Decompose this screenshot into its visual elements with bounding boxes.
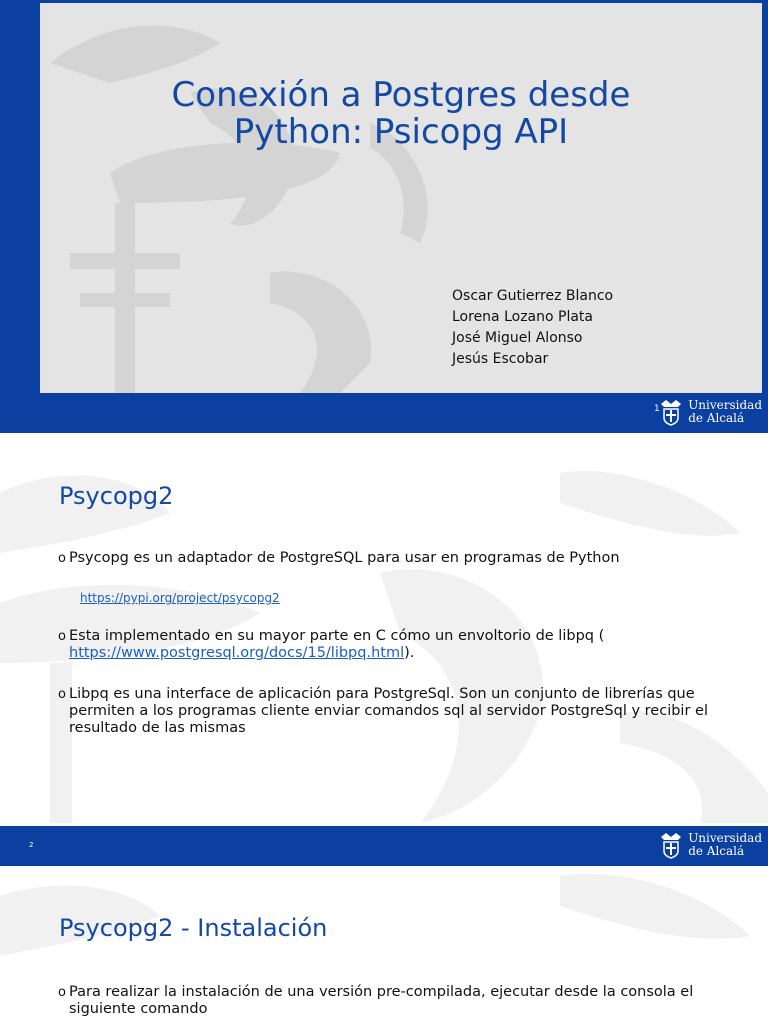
author-list — [452, 286, 613, 370]
university-crest-icon — [658, 398, 684, 426]
title-panel — [40, 3, 762, 393]
title-line-2: Python: Psicopg API — [233, 112, 569, 152]
slide-heading: Psycopg2 — [59, 482, 174, 510]
slide-number: 1 — [654, 404, 660, 414]
pypi-link[interactable]: https://pypi.org/project/psycopg2 — [80, 591, 280, 605]
author-name: José Miguel Alonso — [452, 330, 583, 346]
bullet-circle-icon: o — [58, 551, 66, 566]
university-crest-icon — [658, 831, 684, 859]
bullet-text: Psycopg es un adaptador de PostgreSQL para usar en programas de Python — [69, 550, 620, 566]
bullet-circle-icon: o — [58, 687, 66, 702]
bullet-circle-icon: o — [58, 985, 66, 1000]
university-name-line-2: de Alcalá — [688, 411, 745, 425]
bullet-text: Para realizar la instalación de una versión pre-compilada, ejecutar desde la consola el siguiente comando — [69, 984, 694, 1017]
footer-band — [0, 826, 768, 866]
content-slide-installation — [0, 866, 768, 1024]
author-name: Oscar Gutierrez Blanco — [452, 288, 614, 304]
libpq-docs-link[interactable]: https://www.postgresql.org/docs/15/libpq.html — [69, 645, 405, 661]
bullet-item — [58, 686, 718, 737]
university-logo — [658, 398, 762, 426]
crest-watermark-icon — [40, 3, 762, 393]
bullet-item — [58, 550, 718, 567]
author-name: Jesús Escobar — [452, 351, 549, 367]
bullet-text-tail: ). — [404, 645, 415, 661]
slide-number: 2 — [29, 841, 34, 849]
bullet-text: Esta implementado en su mayor parte en C cómo un envoltorio de libpq ( — [69, 628, 605, 644]
slide-heading: Psycopg2 - Instalación — [59, 914, 328, 942]
university-name-line-1: Universidad — [688, 831, 762, 845]
content-slide-psycopg2 — [0, 433, 768, 866]
title-line-1: Conexión a Postgres desde — [171, 75, 631, 115]
university-name-line-1: Universidad — [688, 398, 762, 412]
bullet-text: Libpq es una interface de aplicación para PostgreSql. Son un conjunto de librerías que permiten a los programas cliente enviar comandos sql al servidor PostgreSql y recibir el resultado de las mismas — [69, 686, 708, 736]
title-slide — [0, 0, 768, 433]
university-logo — [658, 831, 762, 859]
bullet-item — [58, 984, 718, 1018]
presentation-title — [40, 77, 762, 151]
author-name: Lorena Lozano Plata — [452, 309, 593, 325]
university-name-line-2: de Alcalá — [688, 844, 745, 858]
bullet-item — [58, 628, 718, 662]
bullet-circle-icon: o — [58, 629, 66, 644]
